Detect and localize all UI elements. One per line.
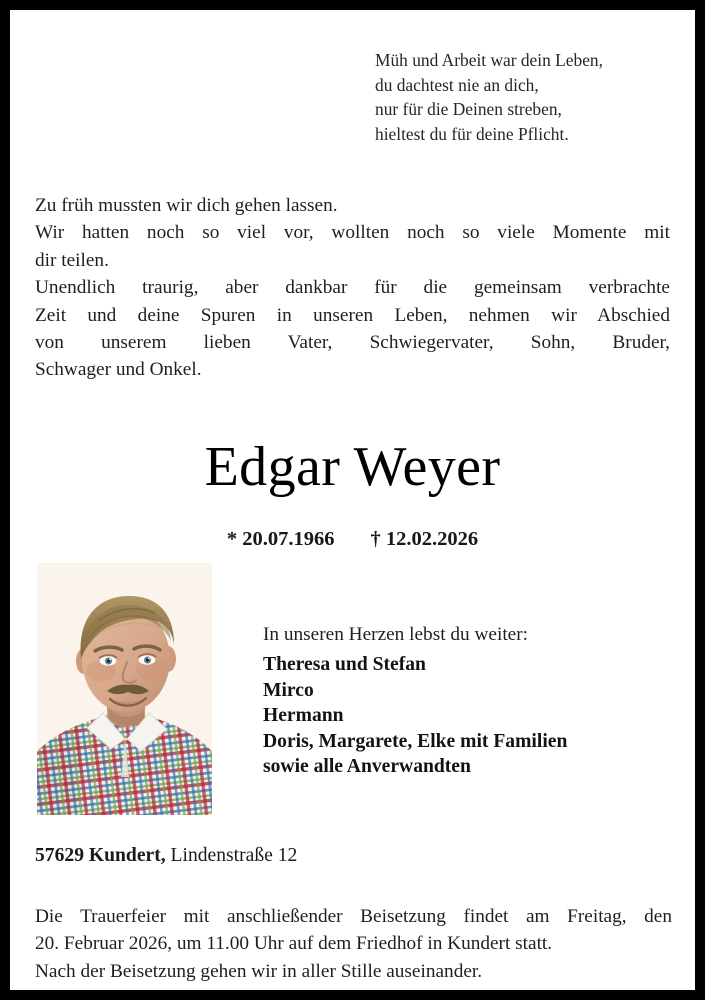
death-date: 12.02.2026 xyxy=(385,528,479,550)
funeral-details xyxy=(35,903,672,985)
obituary-card xyxy=(10,10,695,990)
address-line xyxy=(35,843,675,869)
tribute-line: von unserem lieben Vater, Schwiegervater, Sohn, Bruder, xyxy=(35,332,670,354)
tribute-line: Zeit und deine Spuren in unseren Leben, nehmen wir Abschied xyxy=(35,304,670,326)
tribute-line: Wir hatten noch so viel vor, wollten noch so viele Momente mit xyxy=(35,222,670,244)
verse-line: du dachtest nie an dich, xyxy=(375,74,539,95)
funeral-line: Nach der Beisetzung gehen wir in aller Stille auseinander. xyxy=(35,960,483,982)
list-item: Mirco xyxy=(263,679,314,701)
survivors-block xyxy=(263,620,683,780)
verse-line: hieltest du für deine Pflicht. xyxy=(375,123,569,144)
address-city: 57629 Kundert, xyxy=(35,845,166,866)
list-item: Theresa und Stefan xyxy=(263,654,426,675)
tribute-line: dir teilen. xyxy=(35,249,109,271)
tribute-line: Unendlich traurig, aber dankbar für die gemeinsam verbrachte xyxy=(35,277,670,299)
portrait-illustration xyxy=(37,563,212,815)
survivors-list xyxy=(263,652,683,780)
tribute-line: Zu früh mussten wir dich gehen lassen. xyxy=(35,195,338,216)
death-cross-icon: † xyxy=(370,528,381,550)
verse-line: nur für die Deinen streben, xyxy=(375,99,562,120)
survivors-intro: In unseren Herzen lebst du weiter: xyxy=(263,624,529,645)
deceased-name: Edgar Weyer xyxy=(204,436,501,498)
tribute-line: Schwager und Onkel. xyxy=(35,359,202,381)
birth-date: 20.07.1966 xyxy=(242,528,335,550)
birth-star-icon: * xyxy=(226,528,238,550)
list-item: Doris, Margarete, Elke mit Familien xyxy=(263,730,568,752)
list-item: Hermann xyxy=(263,705,344,726)
life-dates xyxy=(10,526,695,552)
address-street: Lindenstraße 12 xyxy=(170,845,298,866)
portrait-photo xyxy=(37,563,212,815)
memorial-verse xyxy=(375,48,685,146)
funeral-line: Die Trauerfeier mit anschließender Beisetzung findet am Freitag, den xyxy=(35,906,672,927)
verse-line: Müh und Arbeit war dein Leben, xyxy=(375,50,603,70)
list-item: sowie alle Anverwandten xyxy=(263,756,471,777)
tribute-text xyxy=(35,192,670,384)
funeral-line: 20. Februar 2026, um 11.00 Uhr auf dem Friedhof in Kundert statt. xyxy=(35,933,553,955)
